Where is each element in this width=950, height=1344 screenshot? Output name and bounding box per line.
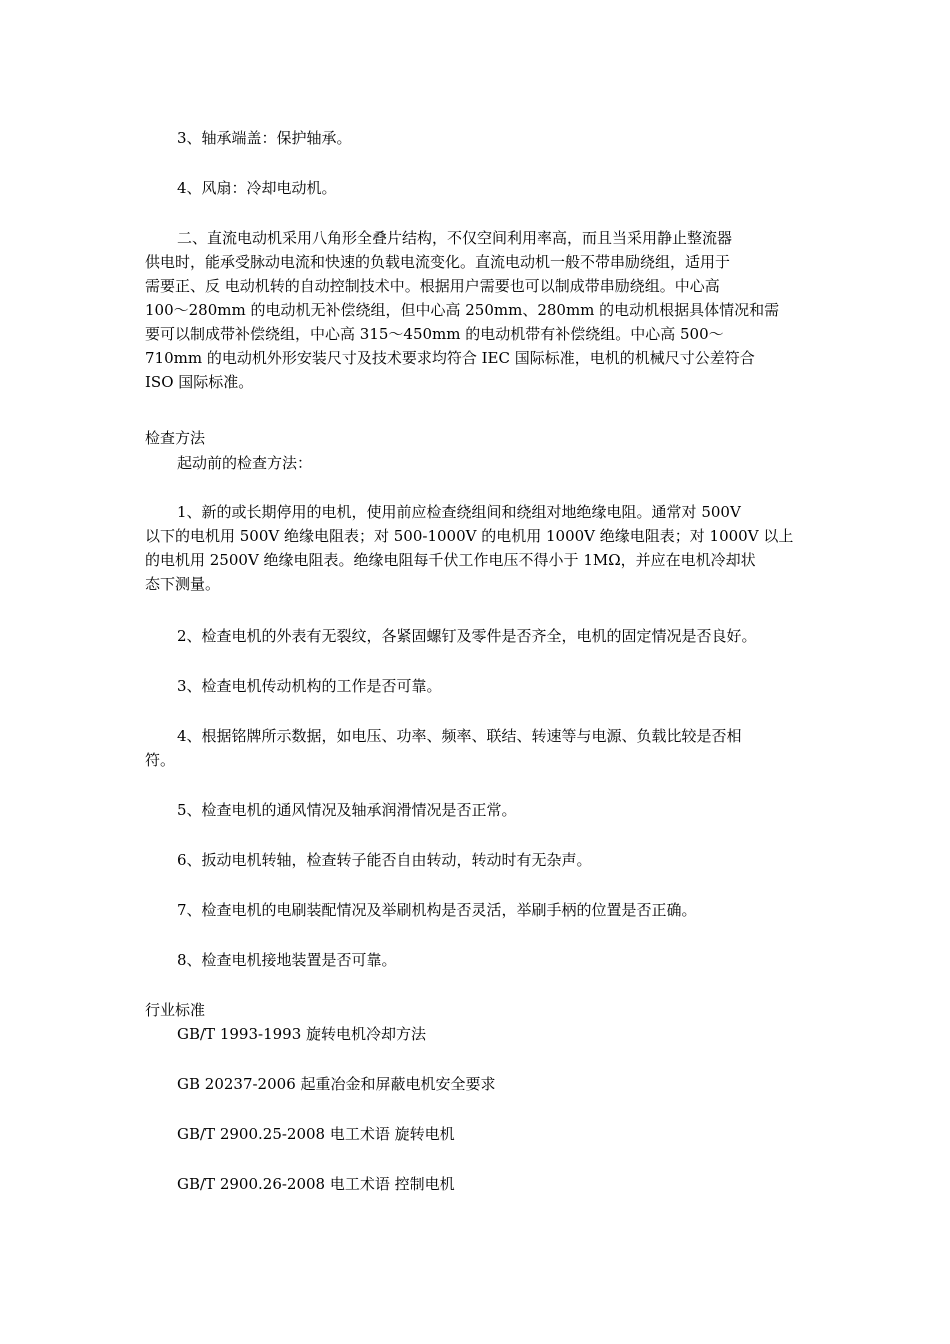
standard-item: GB/T 1993-1993 旋转电机冷却方法 (177, 1025, 427, 1043)
inspection-item-6: 6、扳动电机转轴，检查转子能否自由转动，转动时有无杂声。 (177, 851, 592, 869)
section-heading-inspection: 检查方法 (145, 429, 206, 447)
paragraph-line: 要可以制成带补偿绕组，中心高 315～450mm 的电动机带有补偿绕组。中心高 500～ (145, 325, 724, 343)
paragraph-line: 符。 (145, 751, 176, 769)
paragraph-line: 需要正、反 电动机转的自动控制技术中。根据用户需要也可以制成带串励绕组。中心高 (145, 277, 720, 295)
inspection-item-3: 3、检查电机传动机构的工作是否可靠。 (177, 677, 442, 695)
paragraph-line: 以下的电机用 500V 绝缘电阻表；对 500-1000V 的电机用 1000V 绝缘电阻表；对 1000V 以上 (145, 527, 794, 545)
standard-item: GB 20237-2006 起重冶金和屏蔽电机安全要求 (177, 1075, 496, 1093)
paragraph-line: 710mm 的电动机外形安装尺寸及技术要求均符合 IEC 国际标准，电机的机械尺寸公差符合 (145, 349, 755, 367)
inspection-item-4 (145, 724, 810, 772)
inspection-item-2: 2、检查电机的外表有无裂纹，各紧固螺钉及零件是否齐全，电机的固定情况是否良好。 (177, 627, 757, 645)
standard-item: GB/T 2900.26-2008 电工术语 控制电机 (177, 1175, 455, 1193)
paragraph-line: 二、直流电动机采用八角形全叠片结构，不仅空间利用率高，而且当采用静止整流器 (177, 229, 733, 247)
dc-motor-paragraph (145, 226, 810, 394)
paragraph-line: 的电机用 2500V 绝缘电阻表。绝缘电阻每千伏工作电压不得小于 1MΩ，并应在电机冷却状 (145, 551, 756, 569)
paragraph-line: 4、根据铭牌所示数据，如电压、功率、频率、联结、转速等与电源、负载比较是否相 (177, 727, 742, 745)
paragraph-line: 态下测量。 (145, 575, 221, 593)
intro-item-bearing-cover: 3、轴承端盖：保护轴承。 (177, 129, 352, 147)
standard-item: GB/T 2900.25-2008 电工术语 旋转电机 (177, 1125, 455, 1143)
paragraph-line: ISO 国际标准。 (145, 373, 254, 391)
paragraph-line: 1、新的或长期停用的电机，使用前应检查绕组间和绕组对地绝缘电阻。通常对 500V (177, 503, 741, 521)
inspection-subheading: 起动前的检查方法： (177, 454, 313, 472)
inspection-item-8: 8、检查电机接地装置是否可靠。 (177, 951, 397, 969)
paragraph-line: 100～280mm 的电动机无补偿绕组，但中心高 250mm、280mm 的电动机根据具体情况和需 (145, 301, 780, 319)
inspection-item-1 (145, 500, 810, 596)
paragraph-line: 供电时，能承受脉动电流和快速的负载电流变化。直流电动机一般不带串励绕组，适用于 (145, 253, 731, 271)
section-heading-standards: 行业标准 (145, 1001, 206, 1019)
inspection-item-5: 5、检查电机的通风情况及轴承润滑情况是否正常。 (177, 801, 517, 819)
inspection-item-7: 7、检查电机的电刷装配情况及举刷机构是否灵活，举刷手柄的位置是否正确。 (177, 901, 697, 919)
intro-item-fan: 4、风扇：冷却电动机。 (177, 179, 337, 197)
